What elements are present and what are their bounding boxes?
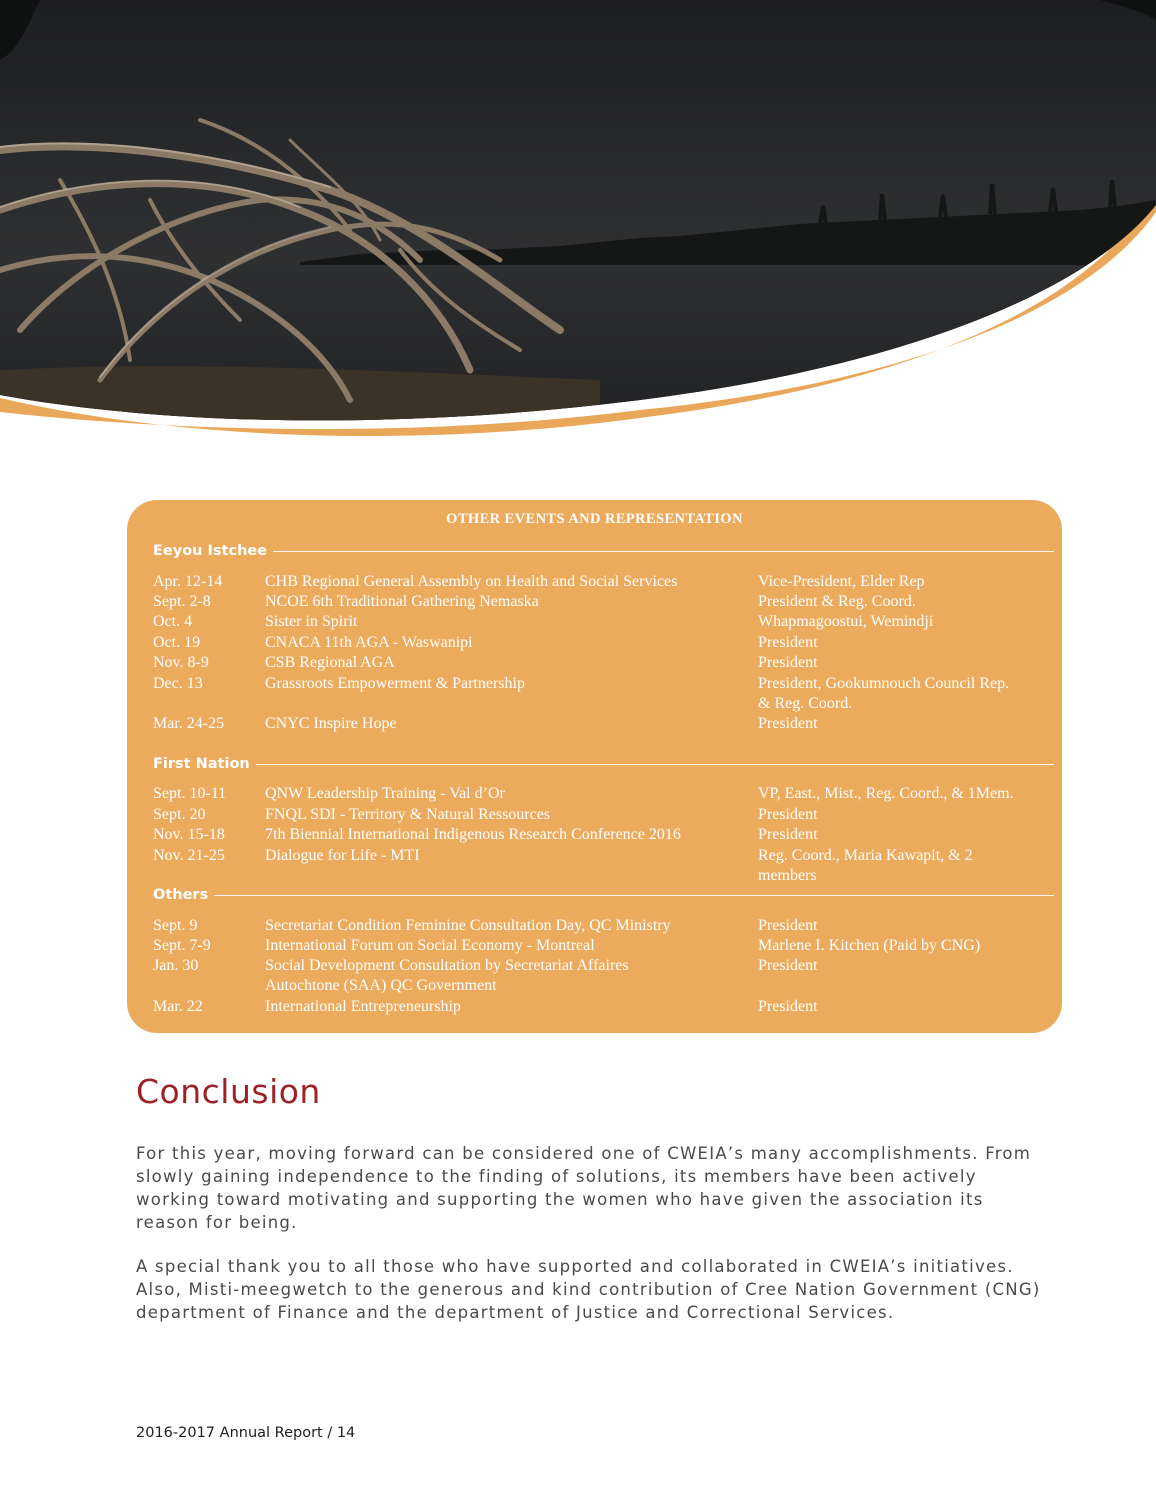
event-name: Social Development Consultation by Secretariat Affaires Autochtone (SAA) QC Government <box>265 957 629 995</box>
event-name: Grassroots Empowerment & Partnership <box>265 675 525 692</box>
event-representatives: President <box>758 806 818 823</box>
event-representatives: Vice-President, Elder Rep <box>758 573 925 590</box>
event-representatives: President, Gookumnouch Council Rep. & Reg. Coord. <box>758 675 1010 713</box>
event-representatives: VP, East., Mist., Reg. Coord., & 1Mem. <box>758 785 1014 802</box>
events-box-title: OTHER EVENTS AND REPRESENTATION <box>446 511 743 527</box>
event-date: Nov. 8-9 <box>153 654 209 671</box>
event-representatives: President <box>758 634 818 651</box>
event-representatives: President & Reg. Coord. <box>758 593 916 610</box>
event-date: Oct. 19 <box>153 634 201 651</box>
section-label: Others <box>153 887 209 903</box>
event-date: Apr. 12-14 <box>153 573 223 590</box>
section-header-first-nation <box>153 754 1054 774</box>
event-name: CHB Regional General Assembly on Health and Social Services <box>265 573 678 590</box>
event-date: Mar. 24-25 <box>153 715 225 732</box>
event-representatives: Marlene I. Kitchen (Paid by CNG) <box>758 937 981 954</box>
page-footer: 2016-2017 Annual Report / 14 <box>136 1425 356 1441</box>
event-date: Nov. 15-18 <box>153 826 225 843</box>
event-representatives: President <box>758 715 818 732</box>
section-label: Eeyou Istchee <box>153 543 268 559</box>
event-name: Dialogue for Life - MTI <box>265 847 420 864</box>
event-representatives: President <box>758 654 818 671</box>
section-divider <box>273 551 1054 552</box>
event-representatives: Reg. Coord., Maria Kawapit, & 2 members <box>758 847 973 885</box>
event-name: QNW Leadership Training - Val d’Or <box>265 785 505 802</box>
section-divider <box>214 895 1054 896</box>
conclusion-paragraph-2: A special thank you to all those who have supported and collaborated in CWEIA’s initiatives. Also, Misti-meegwetch to the generous and kind contribution of Cree Nation Government (CNG) department of Finance and the department of Justice and Correctional Services. <box>136 1257 1041 1322</box>
event-date: Sept. 9 <box>153 917 198 934</box>
events-box <box>127 500 1062 1033</box>
event-representatives: Whapmagoostui, Wemindji <box>758 613 934 630</box>
section-label: First Nation <box>153 756 250 772</box>
event-date: Mar. 22 <box>153 998 203 1015</box>
event-date: Nov. 21-25 <box>153 847 225 864</box>
event-date: Oct. 4 <box>153 613 193 630</box>
event-name: 7th Biennial International Indigenous Research Conference 2016 <box>265 826 681 843</box>
event-name: International Entrepreneurship <box>265 998 461 1015</box>
section-header-others <box>153 885 1054 905</box>
event-date: Sept. 10-11 <box>153 785 227 802</box>
event-representatives: President <box>758 957 818 974</box>
event-date: Sept. 2-8 <box>153 593 211 610</box>
event-name: NCOE 6th Traditional Gathering Nemaska <box>265 593 539 610</box>
event-name: CSB Regional AGA <box>265 654 395 671</box>
conclusion-paragraph-1: For this year, moving forward can be considered one of CWEIA’s many accomplishments. From slowly gaining independence to the finding of solutions, its members have been actively working toward motivating and supporting the women who have given the association its reason for being. <box>136 1144 1032 1232</box>
event-representatives: President <box>758 917 818 934</box>
event-date: Dec. 13 <box>153 675 203 692</box>
event-name: FNQL SDI - Territory & Natural Ressources <box>265 806 551 823</box>
event-date: Sept. 20 <box>153 806 206 823</box>
event-name: Secretariat Condition Feminine Consultation Day, QC Ministry <box>265 917 671 934</box>
event-date: Sept. 7-9 <box>153 937 211 954</box>
event-representatives: President <box>758 998 818 1015</box>
event-representatives: President <box>758 826 818 843</box>
hero-photo <box>0 0 1156 460</box>
event-date: Jan. 30 <box>153 957 199 974</box>
conclusion-heading: Conclusion <box>136 1072 321 1111</box>
section-header-eeyou-istchee <box>153 541 1054 561</box>
event-name: CNYC Inspire Hope <box>265 715 397 732</box>
event-name: Sister in Spirit <box>265 613 358 630</box>
event-name: International Forum on Social Economy - Montreal <box>265 937 595 954</box>
section-divider <box>256 764 1054 765</box>
event-name: CNACA 11th AGA - Waswanipi <box>265 634 473 651</box>
